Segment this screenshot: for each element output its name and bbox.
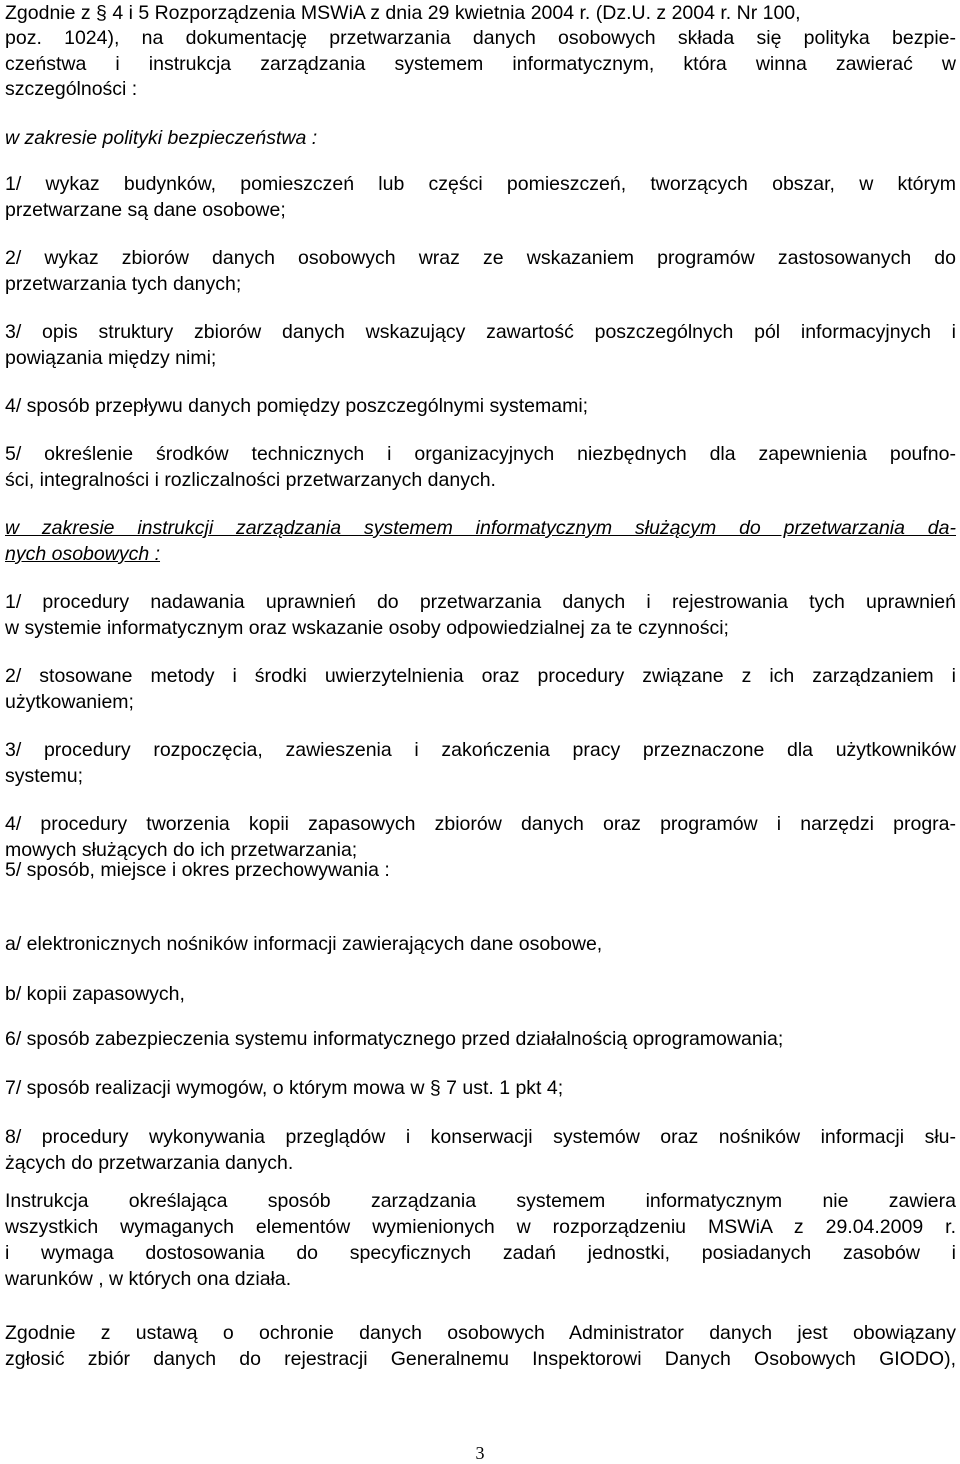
instruction-item-line: systemu; — [5, 765, 84, 787]
instruction-item-line: 6/ sposób zabezpieczenia systemu informatycznego przed działalnością oprogramowania; — [5, 1028, 784, 1050]
policy-item-line: powiązania między nimi; — [5, 347, 217, 369]
giodo-line: Zgodnie z ustawą o ochronie danych osobowych Administrator danych jest obowiązany — [5, 1322, 956, 1344]
note-line: i wymaga dostosowania do specyficznych zadań jednostki, posiadanych zasobów i — [5, 1242, 956, 1264]
instruction-item-line: w systemie informatycznym oraz wskazanie osoby odpowiedzialnej za te czynności; — [5, 617, 729, 639]
note-line: warunków , w których ona działa. — [5, 1268, 292, 1290]
instruction-heading-line: w zakresie instrukcji zarządzania systemem informatycznym służącym do przetwarzania da- — [5, 517, 956, 539]
policy-item-line: ści, integralności i rozliczalności przetwarzanych danych. — [5, 469, 496, 491]
policy-item-line: 3/ opis struktury zbiorów danych wskazujący zawartość poszczególnych pól informacyjnych i — [5, 321, 956, 343]
policy-item-line: 1/ wykaz budynków, pomieszczeń lub części pomieszczeń, tworzących obszar, w którym — [5, 173, 956, 195]
instruction-item-line: 1/ procedury nadawania uprawnień do przetwarzania danych i rejestrowania tych uprawnień — [5, 591, 956, 613]
intro-line: Zgodnie z § 4 i 5 Rozporządzenia MSWiA z dnia 29 kwietnia 2004 r. (Dz.U. z 2004 r. Nr 100, — [5, 2, 801, 24]
instruction-item-line: 2/ stosowane metody i środki uwierzytelnienia oraz procedury związane z ich zarządzaniem i — [5, 665, 956, 687]
policy-item-line: przetwarzane są dane osobowe; — [5, 199, 286, 221]
intro-line: poz. 1024), na dokumentację przetwarzania danych osobowych składa się polityka bezpie- — [5, 27, 956, 49]
policy-heading: w zakresie polityki bezpieczeństwa : — [5, 127, 318, 149]
policy-item-line: 2/ wykaz zbiorów danych osobowych wraz ze wskazaniem programów zastosowanych do — [5, 247, 956, 269]
note-line: Instrukcja określająca sposób zarządzania systemem informatycznym nie zawiera — [5, 1190, 956, 1212]
intro-line: szczególności : — [5, 78, 138, 100]
giodo-line: zgłosić zbiór danych do rejestracji Generalnemu Inspektorowi Danych Osobowych GIODO), — [5, 1348, 956, 1370]
instruction-item-line: b/ kopii zapasowych, — [5, 983, 185, 1005]
policy-item-line: 4/ sposób przepływu danych pomiędzy poszczególnymi systemami; — [5, 395, 589, 417]
instruction-item-line: a/ elektronicznych nośników informacji zawierających dane osobowe, — [5, 933, 603, 955]
intro-line: czeństwa i instrukcja zarządzania systemem informatycznym, która winna zawierać w — [5, 53, 956, 75]
instruction-item-line: 4/ procedury tworzenia kopii zapasowych zbiorów danych oraz programów i narzędzi progra- — [5, 813, 956, 835]
policy-item-line: 5/ określenie środków technicznych i organizacyjnych niezbędnych dla zapewnienia poufno- — [5, 443, 956, 465]
instruction-item-line: użytkowaniem; — [5, 691, 134, 713]
instruction-item-line: 8/ procedury wykonywania przeglądów i konserwacji systemów oraz nośników informacji słu- — [5, 1126, 956, 1148]
instruction-item-line: 7/ sposób realizacji wymogów, o którym mowa w § 7 ust. 1 pkt 4; — [5, 1077, 564, 1099]
instruction-item-line: 3/ procedury rozpoczęcia, zawieszenia i zakończenia pracy przeznaczone dla użytkowników — [5, 739, 956, 761]
policy-item-line: przetwarzania tych danych; — [5, 273, 242, 295]
instruction-item-line: 5/ sposób, miejsce i okres przechowywania : — [5, 859, 390, 881]
instruction-heading-line: nych osobowych : — [5, 543, 161, 565]
page-number: 3 — [475, 1443, 485, 1463]
instruction-item-line: żących do przetwarzania danych. — [5, 1152, 294, 1174]
note-line: wszystkich wymaganych elementów wymienionych w rozporządzeniu MSWiA z 29.04.2009 r. — [5, 1216, 956, 1238]
instruction-item-line: mowych służących do ich przetwarzania; — [5, 839, 358, 861]
